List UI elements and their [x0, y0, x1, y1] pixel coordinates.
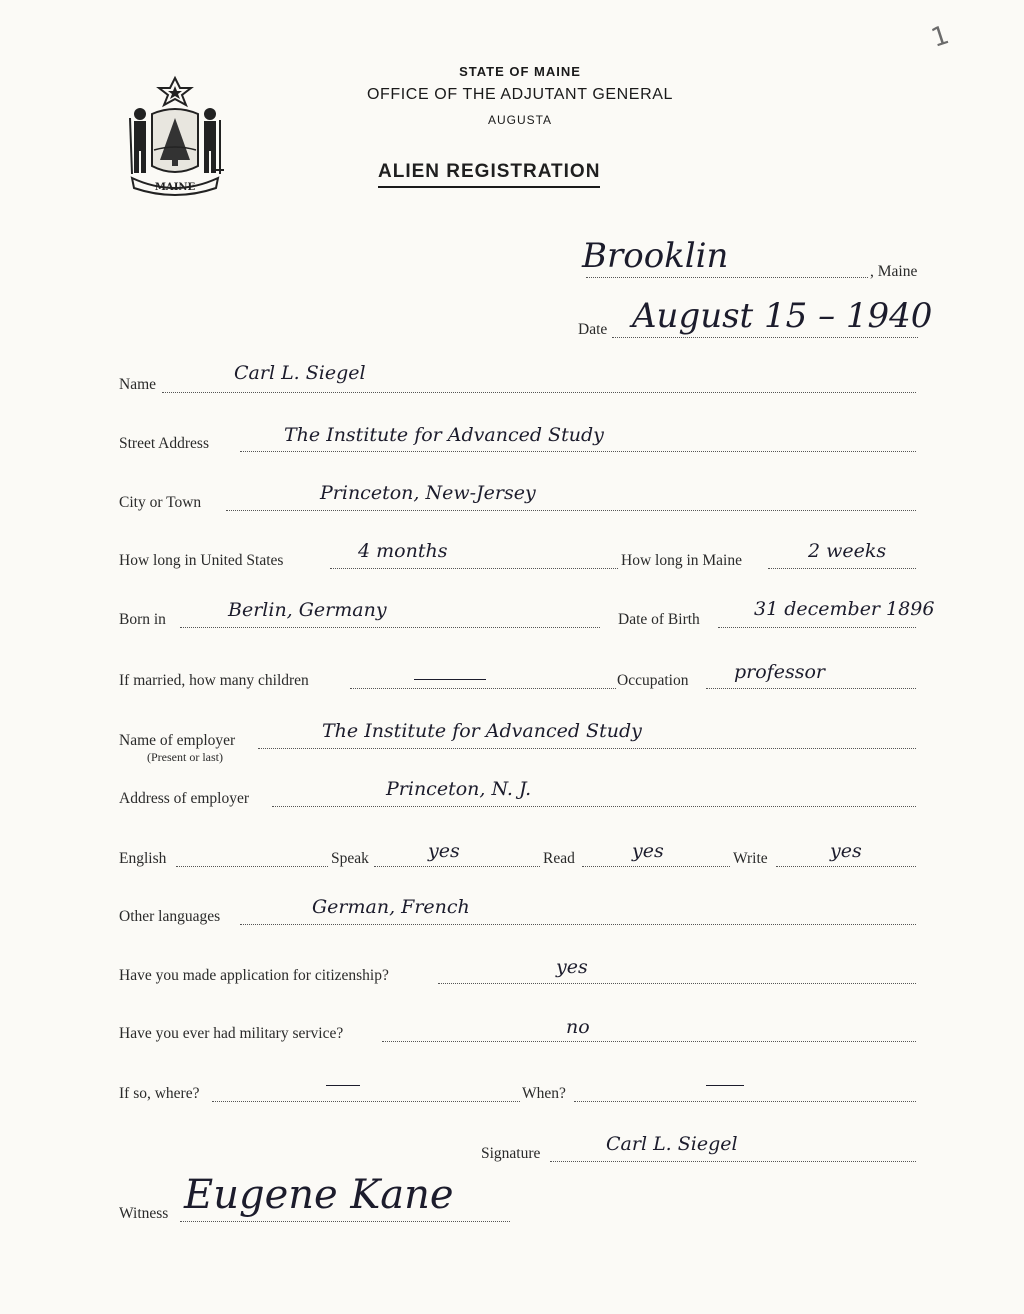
children-dash-mark — [414, 679, 486, 680]
employer-label: Name of employer — [119, 732, 236, 749]
occupation-label: Occupation — [617, 672, 689, 689]
english-dots — [176, 866, 328, 867]
where-label: If so, where? — [119, 1085, 200, 1102]
employer-dots — [258, 748, 916, 749]
street-address-dots — [240, 451, 916, 452]
speak-dots — [374, 866, 540, 867]
english-label: English — [119, 850, 167, 867]
born-in-dots — [180, 627, 600, 628]
page-number-mark: 1 — [927, 20, 953, 54]
employer-note: (Present or last) — [147, 750, 223, 764]
header-state: STATE OF MAINE — [459, 64, 581, 79]
name-label: Name — [119, 376, 157, 393]
employer-address-dots — [272, 806, 916, 807]
date-of-birth-dots — [718, 627, 916, 628]
military-dots — [382, 1041, 916, 1042]
speak-value: yes — [428, 840, 460, 862]
signature-value: Carl L. Siegel — [606, 1133, 738, 1155]
where-dots — [212, 1101, 520, 1102]
military-value: no — [566, 1016, 590, 1038]
date-of-birth-label: Date of Birth — [618, 611, 700, 628]
write-value: yes — [830, 840, 862, 862]
employer-value: The Institute for Advanced Study — [322, 720, 642, 742]
children-dots — [350, 688, 616, 689]
maine-state-seal-icon — [122, 74, 228, 202]
how-long-us-dots — [330, 568, 618, 569]
name-value: Carl L. Siegel — [234, 362, 366, 384]
how-long-us-label: How long in United States — [119, 552, 284, 569]
other-languages-label: Other languages — [119, 908, 221, 925]
occupation-value: professor — [734, 661, 825, 683]
born-in-value: Berlin, Germany — [228, 599, 387, 621]
witness-dots — [180, 1221, 510, 1222]
military-label: Have you ever had military service? — [119, 1025, 344, 1042]
when-dash-mark — [706, 1085, 744, 1086]
citizenship-value: yes — [556, 956, 588, 978]
occupation-dots — [706, 688, 916, 689]
date-label: Date — [578, 321, 608, 338]
date-value: August 15 – 1940 — [632, 296, 933, 336]
children-label: If married, how many children — [119, 672, 309, 689]
date-of-birth-value: 31 december 1896 — [754, 598, 935, 620]
city-label: City or Town — [119, 494, 202, 511]
when-dots — [574, 1101, 916, 1102]
date-dots — [612, 337, 918, 338]
how-long-maine-value: 2 weeks — [808, 540, 887, 562]
other-languages-dots — [240, 924, 916, 925]
read-value: yes — [632, 840, 664, 862]
street-address-label: Street Address — [119, 435, 209, 452]
citizenship-label: Have you made application for citizenship? — [119, 967, 389, 984]
employer-address-value: Princeton, N. J. — [386, 778, 532, 800]
citizenship-dots — [438, 983, 916, 984]
location-town-value: Brooklin — [582, 236, 729, 276]
street-address-value: The Institute for Advanced Study — [284, 424, 604, 446]
name-dots — [162, 392, 916, 393]
born-in-label: Born in — [119, 611, 166, 628]
read-label: Read — [543, 850, 575, 867]
location-state-label: , Maine — [870, 263, 918, 280]
header-office: OFFICE OF THE ADJUTANT GENERAL — [366, 86, 674, 103]
write-label: Write — [733, 850, 768, 867]
where-dash-mark — [326, 1085, 360, 1086]
how-long-maine-label: How long in Maine — [621, 552, 742, 569]
other-languages-value: German, French — [312, 896, 470, 918]
svg-text:MAINE: MAINE — [154, 182, 196, 193]
write-dots — [776, 866, 916, 867]
signature-label: Signature — [481, 1145, 541, 1162]
header-city: AUGUSTA — [487, 113, 553, 127]
location-dots — [586, 277, 868, 278]
witness-label: Witness — [119, 1205, 169, 1222]
how-long-us-value: 4 months — [358, 540, 448, 562]
when-label: When? — [522, 1085, 566, 1102]
employer-address-label: Address of employer — [119, 790, 249, 807]
form-title: ALIEN REGISTRATION — [378, 161, 600, 188]
signature-dots — [550, 1161, 916, 1162]
city-dots — [226, 510, 916, 511]
witness-signature-value: Eugene Kane — [184, 1172, 454, 1218]
city-value: Princeton, New-Jersey — [320, 482, 536, 504]
how-long-maine-dots — [768, 568, 916, 569]
read-dots — [582, 866, 730, 867]
speak-label: Speak — [331, 850, 369, 867]
